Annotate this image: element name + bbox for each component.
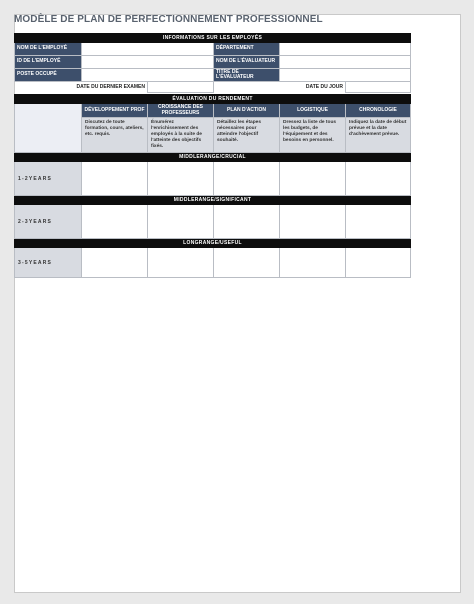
last-review-date-label: DATE DU DERNIER EXAMEN bbox=[76, 84, 145, 91]
column-header-action-plan: PLAN D'ACTION bbox=[214, 104, 280, 118]
plan-cell[interactable] bbox=[280, 248, 346, 278]
position-label: POSTE OCCUPÉ bbox=[15, 69, 82, 82]
last-review-date-field[interactable] bbox=[148, 82, 214, 93]
plan-cell[interactable] bbox=[82, 162, 148, 196]
employee-id-label: ID DE L'EMPLOYÉ bbox=[15, 56, 82, 69]
development-plan-form bbox=[14, 33, 410, 278]
plan-cell[interactable] bbox=[148, 205, 214, 239]
plan-cell[interactable] bbox=[214, 205, 280, 239]
document-title: MODÈLE DE PLAN DE PERFECTIONNEMENT PROFESSIONNEL bbox=[14, 14, 323, 25]
table-row bbox=[15, 248, 411, 278]
department-field[interactable] bbox=[280, 43, 411, 56]
plan-cell[interactable] bbox=[148, 248, 214, 278]
section-header-crucial: MIDDLERANGE/CRUCIAL bbox=[15, 153, 411, 162]
table-row bbox=[15, 162, 411, 196]
column-header-growth: CROISSANCE DES PROFESSEURS bbox=[148, 104, 214, 118]
employee-name-label: NOM DE L'EMPLOYÉ bbox=[15, 43, 82, 56]
timeframe-label: 1-2YEARS bbox=[15, 162, 82, 196]
plan-cell[interactable] bbox=[82, 248, 148, 278]
timeframe-label: 3-5YEARS bbox=[15, 248, 82, 278]
plan-cell[interactable] bbox=[214, 162, 280, 196]
column-description: Indiquez la date de début prévue et la date d'achèvement prévue. bbox=[346, 118, 411, 153]
employee-id-field[interactable] bbox=[82, 56, 214, 69]
section-header-significant: MIDDLERANGE/SIGNIFICANT bbox=[15, 196, 411, 205]
evaluator-name-label: NOM DE L'ÉVALUATEUR bbox=[214, 56, 280, 69]
today-date-field[interactable] bbox=[346, 82, 411, 93]
performance-header: ÉVALUATION DU RENDEMENT bbox=[15, 95, 411, 104]
plan-cell[interactable] bbox=[214, 248, 280, 278]
evaluator-name-field[interactable] bbox=[280, 56, 411, 69]
table-row bbox=[15, 205, 411, 239]
column-description: Discutez de toute formation, cours, ateliers, etc. requis. bbox=[82, 118, 148, 153]
employee-info-header: INFORMATIONS SUR LES EMPLOYÉS bbox=[15, 34, 411, 43]
plan-cell[interactable] bbox=[346, 205, 411, 239]
employee-name-field[interactable] bbox=[82, 43, 214, 56]
column-description: Énumérez l'enrichissement des employés à la suite de l'atteinte des objectifs fixés. bbox=[148, 118, 214, 153]
employee-info-table bbox=[14, 33, 411, 93]
column-header-prof-development: DÉVELOPPEMENT PROF bbox=[82, 104, 148, 118]
column-description: Détaillez les étapes nécessaires pour atteindre l'objectif souhaité. bbox=[214, 118, 280, 153]
position-field[interactable] bbox=[82, 69, 214, 82]
plan-cell[interactable] bbox=[280, 205, 346, 239]
evaluator-title-label: TITRE DE L'ÉVALUATEUR bbox=[214, 69, 280, 82]
department-label: DÉPARTEMENT bbox=[214, 43, 280, 56]
plan-cell[interactable] bbox=[82, 205, 148, 239]
section-header-useful: LONGRANGE/USEFUL bbox=[15, 239, 411, 248]
column-header-timeline: CHRONOLOGIE bbox=[346, 104, 411, 118]
column-header-logistics: LOGISTIQUE bbox=[280, 104, 346, 118]
evaluator-title-field[interactable] bbox=[280, 69, 411, 82]
timeframe-label: 2-3YEARS bbox=[15, 205, 82, 239]
plan-cell[interactable] bbox=[346, 162, 411, 196]
performance-table bbox=[14, 94, 411, 278]
plan-cell[interactable] bbox=[346, 248, 411, 278]
column-description: Dressez la liste de tous les budgets, de l'équipement et des besoins en personnel. bbox=[280, 118, 346, 153]
plan-cell[interactable] bbox=[280, 162, 346, 196]
today-date-label: DATE DU JOUR bbox=[305, 84, 343, 91]
plan-cell[interactable] bbox=[148, 162, 214, 196]
